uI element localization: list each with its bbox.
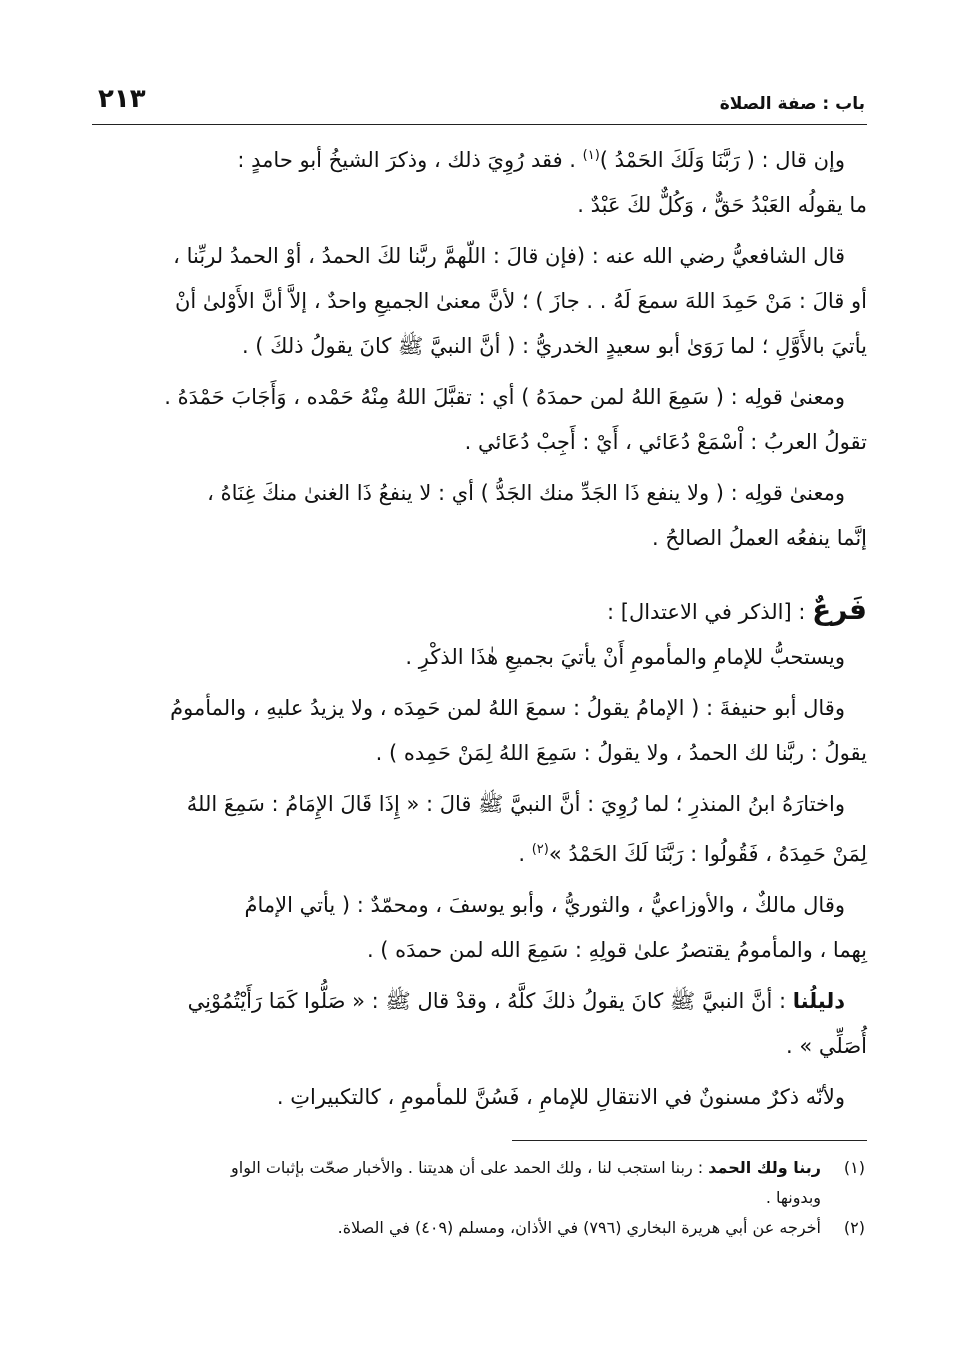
footnote-number: (١) (843, 1158, 865, 1177)
paragraph-6 (92, 686, 867, 776)
text-line: ويستحبُّ للإمامِ والمأمومِ أَنْ يأتيَ بجميعِ هٰذَا الذكْرِ . (405, 645, 845, 669)
footnote-text-cont: وبدونها . (765, 1188, 821, 1207)
text-line: ومعنىٰ قولِه : ( ولا ينفع ذَا الجَدِّ منك الجَدُّ ) أي : لا ينفعُ ذَا الغنىٰ منكَ غِنَاهُ ، (207, 481, 845, 505)
text-line: وإن قال : ( رَبَّنَا وَلَكَ الحَمْدُ )$^{(١)}$ . فقد رُوِيَ ذلك ، وذكرَ الشيخُ أبو حامدٍ : (237, 148, 845, 172)
section-heading (92, 587, 867, 635)
main-text (92, 133, 867, 1120)
text-line: بِهما ، والمأمومُ يقتصرُ علىٰ قولِهِ : سَمِعَ الله لمن حمدَه ) . (366, 938, 867, 962)
section-heading-word: فَرعٌ (812, 593, 867, 626)
paragraph-4 (92, 471, 867, 561)
paragraph-3 (92, 375, 867, 465)
paragraph-8 (92, 883, 867, 973)
text-line: يقولُ : ربَّنا لك الحمدُ ، ولا يقولُ : سَمِعَ اللهُ لِمَنْ حَمِده ) . (375, 741, 867, 765)
text-line: ومعنىٰ قولِه : ( سَمِعَ اللهُ لمن حمدَهُ ) أي : تقبَّلَ اللهُ مِنْهُ حَمْده ، وَأَجَابَ حَمْدَهُ . (164, 385, 845, 409)
text-line: دليلُنا : أنَّ النبيَّ ﷺ كانَ يقولُ ذلكَ كلَّهُ ، وقدْ قال ﷺ : « صَلُّوا كَمَا رَأَيْتُمُوْنِي (187, 989, 845, 1013)
text-line: إنَّما ينفعُه العملُ الصالحُ . (652, 526, 867, 550)
text-line: تقولُ العربُ : اْسْمَعْ دُعَائي ، أَيْ : أَجِبْ دُعَائي . (464, 430, 867, 454)
text-line: ما يقولُه العَبْدُ حَقٌّ ، وَكُلٌّ لكَ عَبْدٌ . (577, 193, 867, 217)
text-line: يأتيَ بالأَوَّلِ ؛ لما رَوَىٰ أبو سعيدٍ الخدريُّ : ( أنَّ النبيَّ ﷺ كانَ يقولُ ذلكَ ) . (241, 334, 867, 358)
section-heading-title: : [الذكر في الاعتدال] : (607, 600, 813, 624)
paragraph-10 (92, 1075, 867, 1120)
text-line: أُصَلِّي » . (786, 1034, 867, 1058)
footnote-text: : ربنا استجب لنا ، ولك الحمد على أن هديتنا . والأخبار صحّت بإثبات الواو (231, 1158, 709, 1177)
text-line: قال الشافعيُّ رضي الله عنه : (فإن قالَ : اللّهمَّ ربَّنا لكَ الحمدُ ، أوْ الحمدُ لربِّنا ، (173, 244, 845, 268)
footnote-ref-2[interactable]: (٢) (531, 842, 549, 857)
footnote-term: ربنا ولك الحمد (708, 1158, 821, 1177)
paragraph-9 (92, 979, 867, 1069)
paragraph-5 (92, 635, 867, 680)
paragraph-7 (92, 782, 867, 877)
text-line: وقال أبو حنيفةَ : ( الإمامُ يقولُ : سمعَ اللهُ لمن حَمِدَه ، ولا يزيدُ عليهِ ، والمأمومُ (170, 696, 845, 720)
book-page (92, 80, 867, 1243)
footnote-text: أخرجه عن أبي هريرة البخاري (٧٩٦) في الأذان، ومسلم (٤٠٩) في الصلاة. (337, 1218, 821, 1237)
page-number: ٢١٣ (98, 84, 146, 114)
chapter-title: باب : صفة الصلاة (719, 94, 865, 114)
evidence-label: دليلُنا (792, 989, 845, 1013)
text-line: واختارَهُ ابنُ المنذرِ ؛ لما رُوِيَ : أنَّ النبيَّ ﷺ قالَ : « إِذَا قَالَ الإِمَامُ : سَمِعَ اللهُ (186, 792, 845, 816)
text-line: وقال مالكٌ ، والأوزاعيُّ ، والثوريُّ ، وأبو يوسفَ ، ومحمّدٌ : ( يأتي الإمامُ (244, 893, 845, 917)
footnote-number: (٢) (843, 1218, 865, 1237)
paragraph-1 (92, 133, 867, 228)
text-line: أو قالَ : مَنْ حَمِدَ اللهَ سمعَ لَهُ . . جازَ ) ؛ لأنَّ معنىٰ الجميعِ واحدٌ ، إلاَّ أنَّ الأَوْلىٰ أنْ (174, 289, 867, 313)
footnote-2 (92, 1213, 867, 1243)
page-header (92, 80, 867, 125)
footnote-1 (92, 1153, 867, 1213)
footnote-divider (512, 1140, 867, 1141)
footnote-ref-1[interactable]: (١) (582, 148, 600, 163)
paragraph-2 (92, 234, 867, 369)
text-line: لِمَنْ حَمِدَهُ ، فَقُولُوا : رَبَّنَا لَكَ الحَمْدُ »$^{(٢)}$ . (518, 842, 867, 866)
text-line: ولأنّه ذكرٌ مسنونٌ في الانتقالِ للإمامِ ، فَسُنَّ للمأمومِ ، كالتكبيراتِ . (276, 1085, 845, 1109)
